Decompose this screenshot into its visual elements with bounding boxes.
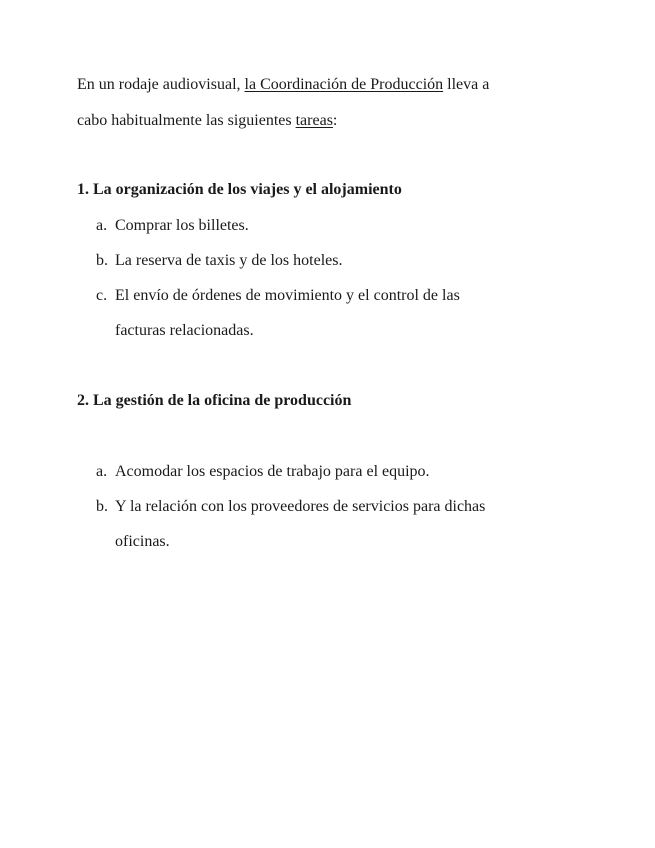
list-item-text: El envío de órdenes de movimiento y el control de las (115, 287, 460, 304)
section-heading: 1. La organización de los viajes y el alojamiento (77, 181, 402, 198)
list-item-text: Acomodar los espacios de trabajo para el equipo. (115, 463, 430, 480)
list-marker: a. (96, 217, 108, 234)
list-marker: b. (96, 498, 108, 515)
intro-text: : (332, 112, 338, 129)
list-marker: b. (96, 252, 108, 269)
intro-text: cabo habitualmente las siguientes (77, 112, 296, 129)
list-item-text: Y la relación con los proveedores de servicios para dichas (115, 498, 486, 515)
list-item (96, 286, 460, 306)
list-item-text: Comprar los billetes. (115, 217, 249, 234)
list-item (96, 216, 249, 236)
list-item-continuation: facturas relacionadas. (115, 322, 254, 339)
list-marker: a. (96, 463, 108, 480)
list-item-text: La reserva de taxis y de los hoteles. (115, 252, 343, 269)
intro-line-1 (77, 75, 489, 95)
intro-text: lleva a (443, 76, 490, 93)
coordinacion-link[interactable]: la Coordinación de Producción (244, 76, 444, 93)
intro-text: En un rodaje audiovisual, (77, 76, 245, 93)
list-item-continuation: oficinas. (115, 533, 170, 550)
list-item (96, 497, 485, 517)
tareas-link[interactable]: tareas (295, 112, 333, 129)
section-heading: 2. La gestión de la oficina de producción (77, 392, 352, 409)
list-item (96, 251, 342, 271)
list-marker: c. (96, 287, 108, 304)
intro-line-2 (77, 111, 337, 131)
list-item (96, 462, 430, 482)
